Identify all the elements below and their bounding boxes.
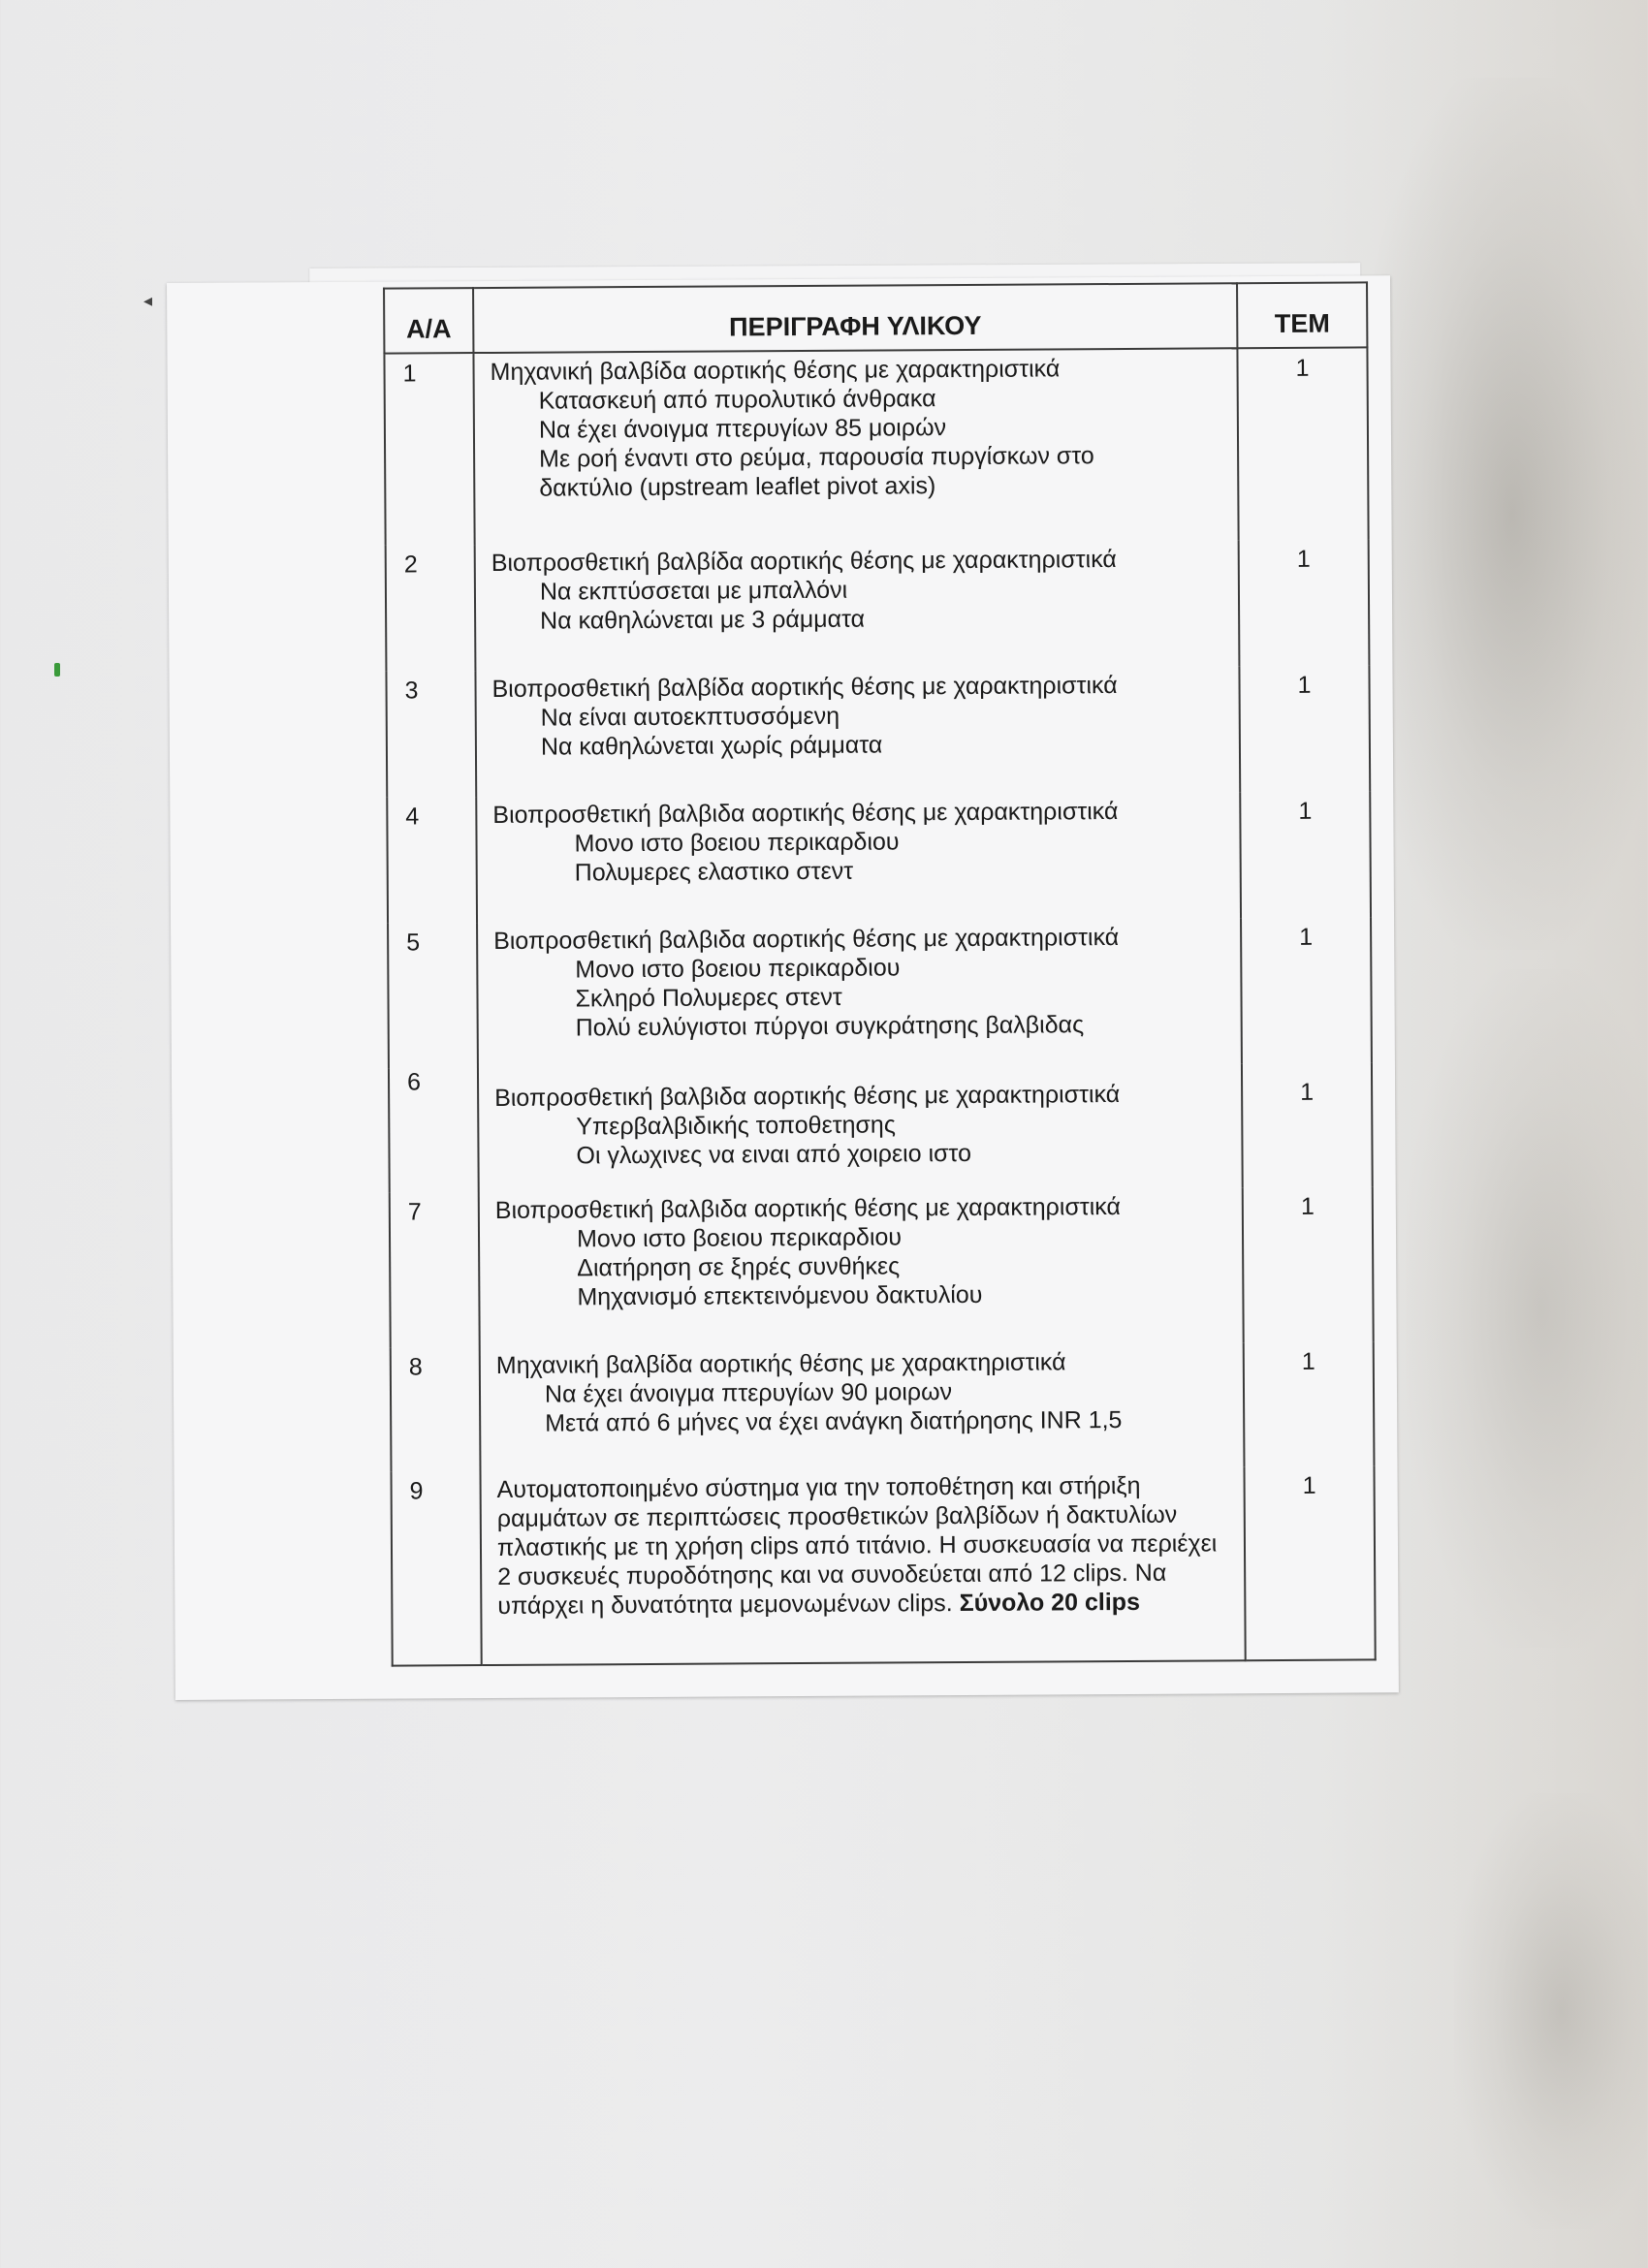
table-row xyxy=(390,1186,1374,1347)
item-line: Μετά από 6 μήνες να έχει ανάγκη διατήρησης INR 1,5 xyxy=(545,1406,1123,1437)
item-line: Πολυμερες ελαστικο στεντ xyxy=(574,857,854,887)
item-line: Μονο ιστο βοειου περικαρδιου xyxy=(574,828,900,858)
item-title: Βιοπροσθετική βαλβιδα αορτικής θέσης με χαρακτηριστικά xyxy=(494,1081,1121,1112)
row-quantity: 1 xyxy=(1244,1465,1375,1660)
row-description xyxy=(475,666,1240,797)
row-description xyxy=(477,918,1242,1068)
row-number: 3 xyxy=(386,671,476,798)
table-row xyxy=(384,347,1368,545)
table-row xyxy=(386,665,1370,797)
item-title: Βιοπροσθετική βαλβιδα αορτικής θέσης με χαρακτηριστικά xyxy=(493,924,1120,955)
table-row xyxy=(391,1341,1375,1471)
item-title: Βιοπροσθετική βαλβίδα αορτικής θέσης με χαρακτηριστικά xyxy=(491,546,1117,577)
row-quantity: 1 xyxy=(1243,1186,1374,1342)
scan-mark: ◂ xyxy=(143,291,153,310)
item-title: Βιοπροσθετική βαλβιδα αορτικής θέσης με χαρακτηριστικά xyxy=(494,1193,1121,1224)
item-text: Αυτοματοποιημένο σύστημα για την τοποθέτηση και στήριξη ραμμάτων σε περιπτώσεις προσθετικών βαλβίδων ή δακτυλίων πλαστικής με τη χρήση clips από τιτάνιο. Η συσκευασία να περιέχει 2 συσκευές πυροδότησης και να συνοδεύεται από 12 clips. Να υπάρχει η δυνατότητα μεμονωμένων clips. xyxy=(496,1471,1218,1620)
item-title: Βιοπροσθετική βαλβίδα αορτικής θέσης με χαρακτηριστικά xyxy=(491,672,1118,703)
paper-stain xyxy=(1454,1793,1648,2229)
table-row xyxy=(389,1062,1373,1192)
row-quantity: 1 xyxy=(1239,665,1370,792)
item-line: Μονο ιστο βοειου περικαρδιου xyxy=(575,954,901,984)
row-number: 2 xyxy=(386,545,476,672)
header-tem: ΤΕΜ xyxy=(1237,282,1367,348)
table-row xyxy=(386,539,1370,671)
scan-mark xyxy=(54,663,60,677)
row-quantity: 1 xyxy=(1242,1062,1373,1187)
row-description xyxy=(478,1063,1243,1192)
item-line: Σκληρό Πολυμερες στεντ xyxy=(575,983,842,1013)
item-line: Οι γλωχινες να ειναι από χοιρειο ιστο xyxy=(576,1139,972,1170)
row-number: 4 xyxy=(387,797,477,924)
row-quantity: 1 xyxy=(1241,917,1372,1063)
item-line: Να καθηλώνεται χωρίς ράμματα xyxy=(540,731,883,761)
item-line: Διατήρηση σε ξηρές συνθήκες xyxy=(577,1252,901,1282)
item-line: Να έχει άνοιγμα πτερυγίων 85 μοιρών xyxy=(538,414,947,444)
item-total: Σύνολο 20 clips xyxy=(959,1588,1141,1618)
row-number: 8 xyxy=(391,1347,481,1472)
item-line: Να καθηλώνεται με 3 ράμματα xyxy=(540,605,866,635)
row-description xyxy=(475,540,1240,671)
header-aa: Α/Α xyxy=(384,288,473,354)
item-title: Μηχανική βαλβίδα αορτικής θέσης με χαρακτηριστικά xyxy=(490,355,1061,386)
paper-stain xyxy=(1357,78,1648,950)
item-line: Υπερβαλβιδικής τοποθετησης xyxy=(576,1111,896,1141)
row-quantity: 1 xyxy=(1237,347,1368,540)
table-row xyxy=(388,917,1372,1068)
row-quantity: 1 xyxy=(1239,539,1370,666)
row-description xyxy=(480,1342,1245,1471)
row-number: 5 xyxy=(388,923,478,1069)
row-number: 1 xyxy=(384,353,474,546)
row-quantity: 1 xyxy=(1240,791,1371,918)
row-number: 9 xyxy=(391,1471,481,1666)
item-line: Να έχει άνοιγμα πτερυγίων 90 μοιρων xyxy=(544,1378,953,1408)
paper-stain xyxy=(1406,969,1648,1648)
row-quantity: 1 xyxy=(1244,1341,1375,1466)
item-line: Με ροή έναντι στο ρεύμα, παρουσία πυργίσκων στο δακτύλιο (upstream leaflet pivot axis) xyxy=(539,442,1094,502)
item-title: Βιοπροσθετική βαλβιδα αορτικής θέσης με χαρακτηριστικά xyxy=(492,798,1119,829)
item-line: Να είναι αυτοεκπτυσσόμενη xyxy=(540,702,840,732)
item-line: Κατασκευή από πυρολυτικό άνθρακα xyxy=(538,385,936,415)
materials-table xyxy=(383,281,1377,1666)
row-description xyxy=(473,348,1238,545)
item-line: Μηχανισμό επεκτεινόμενου δακτυλίου xyxy=(577,1280,983,1311)
item-line: Μονο ιστο βοειου περικαρδιου xyxy=(576,1223,903,1253)
item-title: Μηχανική βαλβίδα αορτικής θέσης με χαρακτηριστικά xyxy=(495,1348,1066,1379)
header-description: ΠΕΡΙΓΡΑΦΗ ΥΛΙΚΟΥ xyxy=(473,283,1237,353)
table-row xyxy=(391,1465,1375,1665)
table-row xyxy=(387,791,1371,923)
row-number: 6 xyxy=(389,1068,479,1193)
table-header-row xyxy=(384,282,1367,353)
row-description xyxy=(479,1187,1244,1347)
item-line: Να εκπτύσσεται με μπαλλόνι xyxy=(539,576,848,606)
item-line: Πολύ ευλύγιστοι πύργοι συγκράτησης βαλβιδας xyxy=(575,1011,1085,1042)
row-description xyxy=(480,1466,1245,1665)
document-sheet xyxy=(167,275,1399,1700)
row-description xyxy=(476,792,1241,923)
row-number: 7 xyxy=(390,1192,480,1348)
